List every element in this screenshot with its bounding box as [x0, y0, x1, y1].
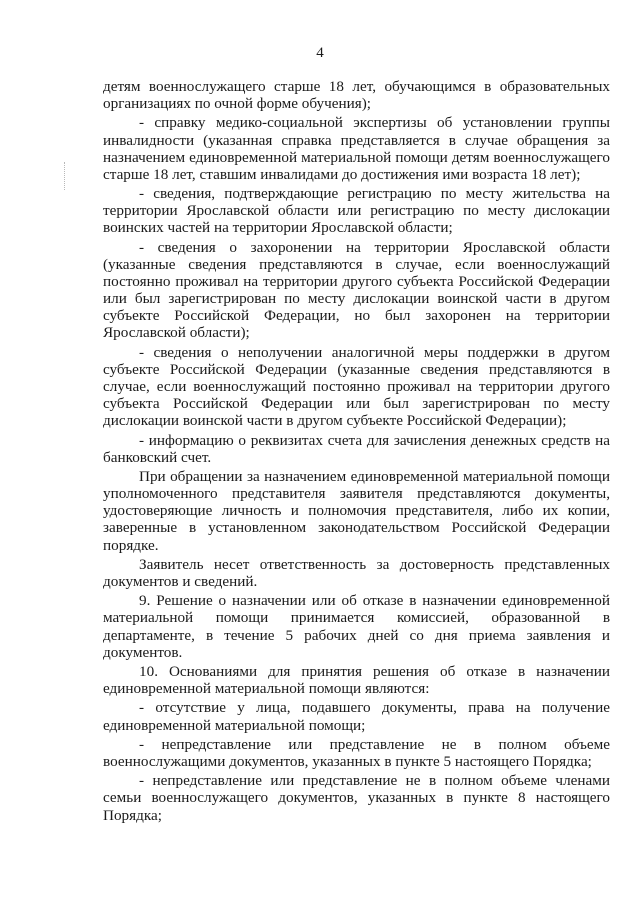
paragraph-bank-account-info: - информацию о реквизитах счета для зачисления денежных средств на банковский счет.	[103, 431, 610, 466]
paragraph-registration-info: - сведения, подтверждающие регистрацию по месту жительства на территории Ярославской области или регистрацию по месту дислокации воинских частей на территории Ярославской области;	[103, 185, 610, 237]
document-body	[103, 78, 610, 826]
paragraph-ground-family-documents: - непредставление или представление не в полном объеме членами семьи военнослужащего документов, указанных в пункте 8 настоящего Порядка;	[103, 772, 610, 824]
paragraph-applicant-responsibility: Заявитель несет ответственность за достоверность представленных документов и сведений.	[103, 555, 610, 591]
paragraph-representative: При обращении за назначением единовременной материальной помощи уполномоченного представителя заявителя представляются документы, удостоверяющие личность и полномочия представителя, либо их копии, заверенные в установленном законодательством Российской Федерации порядке.	[103, 468, 610, 554]
margin-scan-mark	[64, 162, 66, 190]
paragraph-disability-certificate: - справку медико-социальной экспертизы об установлении группы инвалидности (указанная справка представляется в случае обращения за назначением единовременной материальной помощи детям военнослужащего старше 18 лет, ставшим инвалидами до достижения ими возраста 18 лет);	[103, 114, 610, 183]
page-number: 4	[316, 45, 324, 61]
paragraph-burial-info: - сведения о захоронении на территории Ярославской области (указанные сведения представляются в случае, если военнослужащий постоянно проживал на территории другого субъекта Российской Федерации или был зарегистрирован по месту дислокации воинской части в другом субъекте Российской Федерации, но был захоронен на территории Ярославской области);	[103, 238, 610, 342]
paragraph-item-10-grounds: 10. Основаниями для принятия решения об отказе в назначении единовременной материальной помощи являются:	[103, 663, 610, 698]
paragraph-item-9-decision: 9. Решение о назначении или об отказе в назначении единовременной материальной помощи принимается комиссией, образованной в департаменте, в течение 5 рабочих дней со дня приема заявления и документов.	[103, 592, 610, 661]
paragraph-continuation-education: детям военнослужащего старше 18 лет, обучающимся в образовательных организациях по очной форме обучения);	[103, 78, 610, 113]
paragraph-non-receipt-info: - сведения о неполучении аналогичной меры поддержки в другом субъекте Российской Федерации (указанные сведения представляются в случае, если военнослужащий постоянно проживал на территории другого субъекта Российской Федерации или был зарегистрирован по месту дислокации воинской части в другом субъекте Российской Федерации);	[103, 343, 610, 430]
paragraph-ground-no-right: - отсутствие у лица, подавшего документы, права на получение единовременной материальной помощи;	[103, 699, 610, 734]
paragraph-ground-servicemen-documents: - непредставление или представление не в полном объеме военнослужащими документов, указанных в пункте 5 настоящего Порядка;	[103, 735, 610, 770]
